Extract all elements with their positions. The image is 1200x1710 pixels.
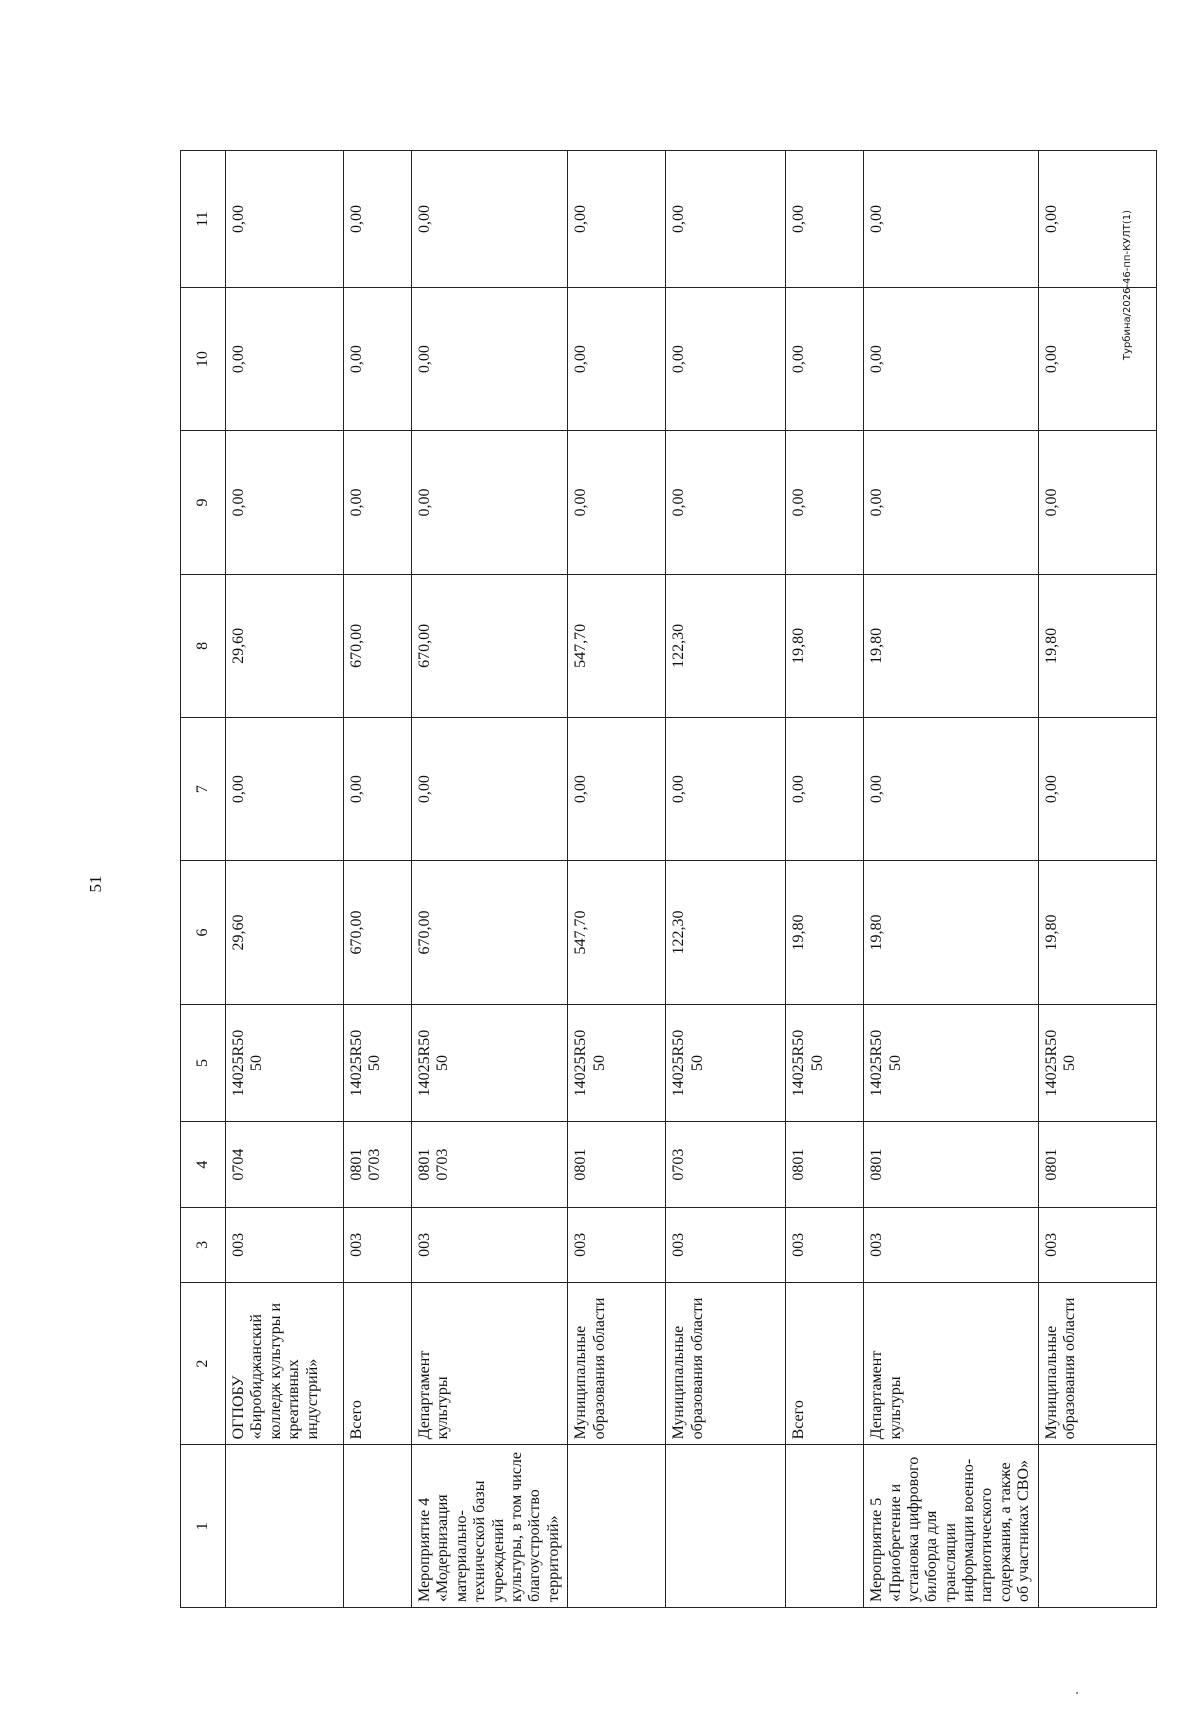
column-number: 2 — [181, 1282, 226, 1445]
grbs-cell: 003 — [344, 1207, 412, 1282]
csr-cell — [1038, 1004, 1156, 1122]
column-number: 6 — [181, 861, 226, 1004]
event-cell — [344, 1445, 412, 1608]
value-cell: 0,00 — [786, 431, 864, 574]
budget-table — [180, 150, 1157, 1608]
csr-cell — [412, 1004, 568, 1122]
value-cell: 0,00 — [412, 718, 568, 861]
event-label: Мероприятие 5 «Приобретение и установка цифрового билборда для трансляции информации военно-патриотического содержания, а также об участниках СВО» — [868, 1456, 1033, 1602]
value-cell: 29,60 — [226, 574, 344, 717]
executor-cell — [666, 1282, 786, 1445]
value-cell: 670,00 — [412, 861, 568, 1004]
value-cell: 19,80 — [786, 574, 864, 717]
csr-value: 14025R50 50 — [572, 1029, 608, 1097]
event-cell — [864, 1445, 1039, 1608]
executor-cell — [786, 1282, 864, 1445]
table-row — [344, 151, 412, 1608]
event-cell — [412, 1445, 568, 1608]
value-cell: 0,00 — [666, 151, 786, 288]
value-cell: 19,80 — [864, 574, 1039, 717]
column-number: 1 — [181, 1445, 226, 1608]
column-number: 8 — [181, 574, 226, 717]
table-row — [666, 151, 786, 1608]
csr-cell — [786, 1004, 864, 1122]
executor-label: Всего — [790, 1400, 808, 1440]
grbs-cell: 003 — [568, 1207, 666, 1282]
value-cell: 670,00 — [344, 861, 412, 1004]
executor-cell — [568, 1282, 666, 1445]
executor-label: ОГПОБУ «Биробиджанский колледж культуры и креативных индустрий» — [230, 1302, 321, 1440]
rzpr-value: 0801 — [790, 1148, 808, 1181]
value-cell: 0,00 — [864, 431, 1039, 574]
value-cell: 19,80 — [1038, 861, 1156, 1004]
rzpr-value: 0703 — [670, 1148, 688, 1181]
rzpr-cell — [864, 1122, 1039, 1208]
rzpr-cell — [412, 1122, 568, 1208]
csr-cell — [344, 1004, 412, 1122]
scan-speck — [1076, 1692, 1078, 1694]
csr-cell — [666, 1004, 786, 1122]
value-cell: 0,00 — [864, 151, 1039, 288]
executor-label: Муниципальные образования области — [572, 1297, 608, 1440]
csr-cell — [568, 1004, 666, 1122]
column-number: 7 — [181, 718, 226, 861]
rzpr-cell — [344, 1122, 412, 1208]
column-number: 3 — [181, 1207, 226, 1282]
value-cell: 0,00 — [1038, 151, 1156, 288]
value-cell: 0,00 — [568, 431, 666, 574]
event-cell — [666, 1445, 786, 1608]
csr-value: 14025R50 50 — [670, 1029, 706, 1097]
value-cell: 0,00 — [226, 287, 344, 430]
grbs-cell: 003 — [786, 1207, 864, 1282]
table-row — [864, 151, 1039, 1608]
value-cell: 19,80 — [786, 861, 864, 1004]
rzpr-cell — [568, 1122, 666, 1208]
value-cell: 0,00 — [786, 287, 864, 430]
executor-label: Муниципальные образования области — [1042, 1297, 1079, 1440]
value-cell: 0,00 — [226, 718, 344, 861]
rzpr-cell — [666, 1122, 786, 1208]
rzpr-cell — [1038, 1122, 1156, 1208]
executor-cell — [226, 1282, 344, 1445]
value-cell: 0,00 — [786, 718, 864, 861]
grbs-cell: 003 — [412, 1207, 568, 1282]
value-cell: 29,60 — [226, 861, 344, 1004]
executor-cell — [864, 1282, 1039, 1445]
column-number: 4 — [181, 1122, 226, 1208]
value-cell: 0,00 — [226, 151, 344, 288]
value-cell: 0,00 — [344, 151, 412, 288]
value-cell: 19,80 — [864, 861, 1039, 1004]
value-cell: 0,00 — [1038, 718, 1156, 861]
csr-cell — [226, 1004, 344, 1122]
value-cell: 547,70 — [568, 861, 666, 1004]
executor-label: Муниципальные образования области — [670, 1297, 706, 1440]
value-cell: 0,00 — [666, 431, 786, 574]
rzpr-cell — [786, 1122, 864, 1208]
table-row — [412, 151, 568, 1608]
csr-value: 14025R50 50 — [230, 1029, 266, 1097]
column-number: 5 — [181, 1004, 226, 1122]
event-cell — [568, 1445, 666, 1608]
rzpr-value: 0801 — [868, 1148, 886, 1181]
rzpr-cell — [226, 1122, 344, 1208]
csr-value: 14025R50 50 — [790, 1029, 826, 1097]
rzpr-value: 0801 0703 — [348, 1148, 384, 1181]
value-cell: 0,00 — [568, 718, 666, 861]
csr-value: 14025R50 50 — [868, 1029, 904, 1097]
event-cell — [1038, 1445, 1156, 1608]
value-cell: 0,00 — [344, 287, 412, 430]
table-row — [568, 151, 666, 1608]
event-cell — [786, 1445, 864, 1608]
value-cell: 0,00 — [864, 287, 1039, 430]
grbs-cell: 003 — [666, 1207, 786, 1282]
event-label: Мероприятие 4 «Модернизация материально-технической базы учреждений культуры, в том числе благоустройство территорий» — [416, 1452, 562, 1602]
value-cell: 122,30 — [666, 861, 786, 1004]
grbs-cell: 003 — [226, 1207, 344, 1282]
column-numbers-row — [181, 151, 226, 1608]
grbs-cell: 003 — [1038, 1207, 1156, 1282]
value-cell: 0,00 — [1038, 431, 1156, 574]
value-cell: 0,00 — [226, 431, 344, 574]
executor-cell — [1038, 1282, 1156, 1445]
value-cell: 0,00 — [412, 287, 568, 430]
grbs-cell: 003 — [864, 1207, 1039, 1282]
value-cell: 122,30 — [666, 574, 786, 717]
document-code: Турбина/2026-46-пп-КУЛТ(1) — [1122, 209, 1133, 361]
executor-cell — [344, 1282, 412, 1445]
rzpr-value: 0801 — [572, 1148, 590, 1181]
value-cell: 0,00 — [666, 287, 786, 430]
value-cell: 0,00 — [344, 718, 412, 861]
value-cell: 670,00 — [412, 574, 568, 717]
event-cell — [226, 1445, 344, 1608]
rzpr-value: 0801 — [1042, 1148, 1060, 1181]
executor-cell — [412, 1282, 568, 1445]
csr-value: 14025R50 50 — [1042, 1029, 1079, 1097]
value-cell: 0,00 — [344, 431, 412, 574]
value-cell: 0,00 — [786, 151, 864, 288]
column-number: 9 — [181, 431, 226, 574]
column-number: 11 — [181, 151, 226, 288]
value-cell: 0,00 — [568, 151, 666, 288]
page-number: 51 — [86, 875, 105, 893]
table-container — [180, 150, 1079, 1608]
csr-cell — [864, 1004, 1039, 1122]
executor-label: Всего — [348, 1400, 365, 1440]
value-cell: 0,00 — [412, 151, 568, 288]
csr-value: 14025R50 50 — [416, 1029, 452, 1097]
table-row — [1038, 151, 1156, 1608]
csr-value: 14025R50 50 — [348, 1029, 384, 1097]
executor-label: Департамент культуры — [868, 1350, 904, 1440]
rzpr-value: 0801 0703 — [416, 1148, 452, 1181]
value-cell: 0,00 — [1038, 287, 1156, 430]
column-number: 10 — [181, 287, 226, 430]
rzpr-value: 0704 — [230, 1148, 247, 1181]
value-cell: 0,00 — [864, 718, 1039, 861]
value-cell: 0,00 — [568, 287, 666, 430]
value-cell: 0,00 — [666, 718, 786, 861]
value-cell: 19,80 — [1038, 574, 1156, 717]
executor-label: Департамент культуры — [416, 1350, 452, 1440]
table-row — [226, 151, 344, 1608]
value-cell: 0,00 — [412, 431, 568, 574]
value-cell: 670,00 — [344, 574, 412, 717]
table-row — [786, 151, 864, 1608]
value-cell: 547,70 — [568, 574, 666, 717]
